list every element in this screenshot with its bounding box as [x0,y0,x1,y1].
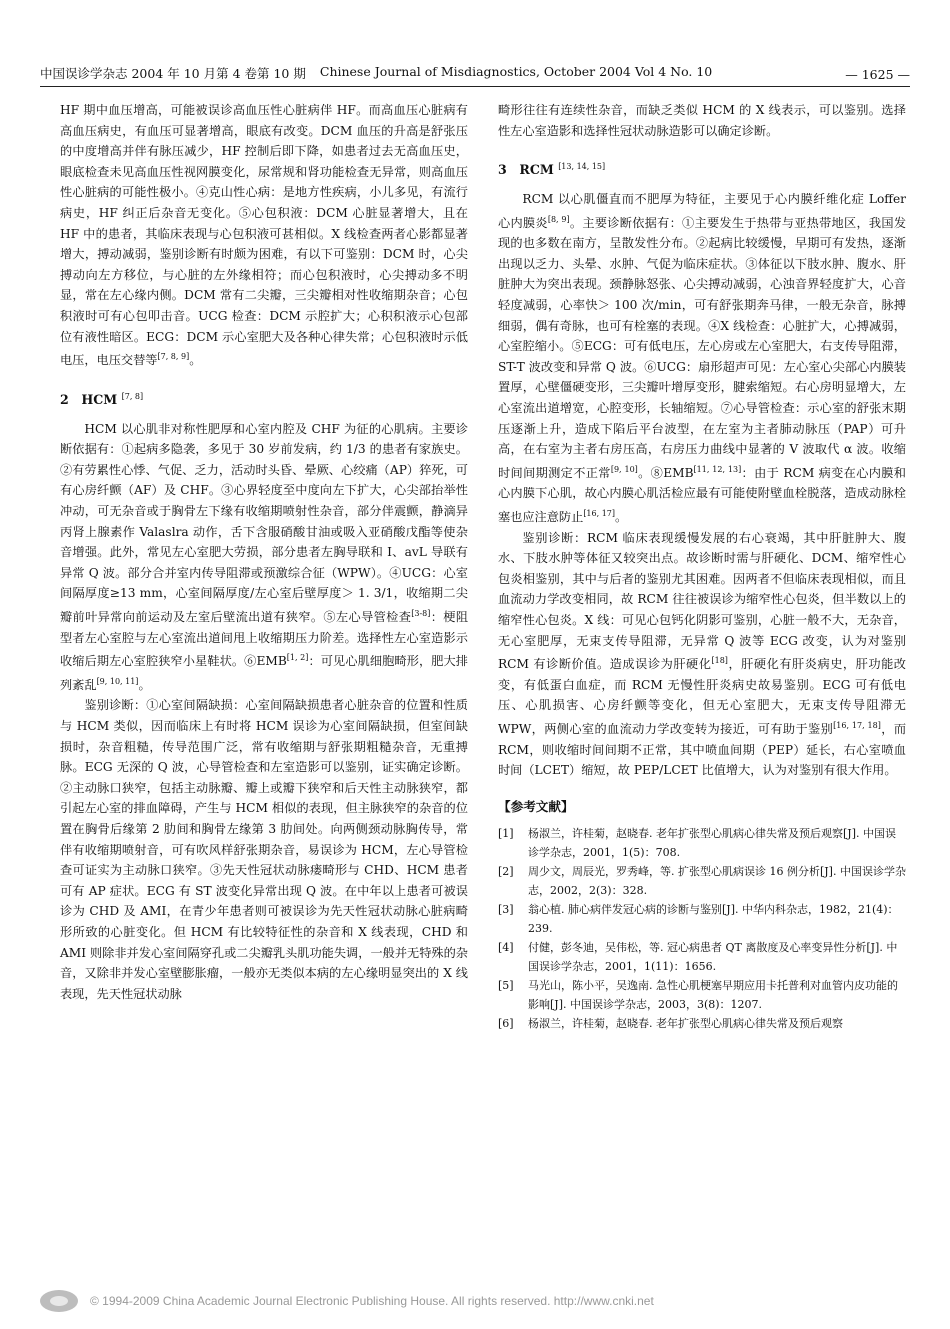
publisher-logo-icon [40,1290,78,1312]
right-column [498,100,906,1033]
citation: [9, 10, 11] [96,676,139,686]
citation: [16, 17] [583,509,615,518]
paragraph: RCM 以心肌僵直而不肥厚为特征，主要见于心内膜纤维化症 Loffer 心内膜炎[8, 9]。主要诊断依据有：①主要发生于热带与亚热带地区，我国发现的也多数在南方，呈散发性分布。②起病比较缓慢，早期可有发热，逐渐出现以乏力、头晕、水肿、气促为临床症状。③体征以下肢水肿、腹水、肝脏肿大为突出表现。颈静脉怒张、心尖搏动减弱，心浊音界轻度扩大，心音轻度减弱，心率快＞ 100 次/min，可有舒张期奔马律，一般无杂音，脉搏细弱，偶有奇脉，也可有栓塞的表现。④X 线检查：心脏扩大，心搏减弱，心室腔缩小。⑤ECG：可有低电压，左心房或左心室肥大，右支传导阻滞，ST-T 波改变和异常 Q 波。⑥UCG：扇形超声可见：左心室心尖部心内膜装置厚，心壁僵硬变形，三尖瓣叶增厚变形，腱索缩短。右心房明显增大，左心室流出道增宽，心腔变形，长轴缩短。⑦心导管检查：示心室的舒张末期压逐渐上升，造成下陷后平台波型，在左室为主者肺动脉压（PAP）可升高，在右室为主者右房压高，右房压力曲线中显著的 V 波取代 α 波。收缩时间间期测定不正常[9, 10]。⑧EMB[11, 12, 13]：由于 RCM 病变在心内膜和心内膜下心肌，故心内膜心肌活检应最有可能使附壁血栓脱落，造成动脉栓塞也应注意防止[16, 17]。 [498,191,907,525]
citation: [7, 8, 9] [157,352,190,362]
references-heading: 【参考文献】 [498,798,574,814]
citation: [3-8] [411,608,431,618]
paragraph: 鉴别诊断：RCM 临床表现缓慢发展的右心衰竭，其中肝脏肿大、腹水、下肢水肿等体征又较突出点。故诊断时需与肝硬化、DCM、缩窄性心包炎相鉴别，其中与后者的鉴别尤其困难。因两者不但临床表现相似，而且血流动力学改变相同，故 RCM 往往被误诊为缩窄性心包炎，但半数以上的缩窄性心包炎。X 线：可见心包钙化阴影可鉴别，心脏一般不大，无杂音，无心室肥厚，无束支传导阻滞，无异常 Q 波等 ECG 改变，认为对鉴别 RCM 有诊断价值。造成误诊为肝硬化[18]，肝硬化有肝炎病史，肝功能改变，有低蛋白血症，而 RCM 无慢性肝炎病史故易鉴别。ECG 可有低电压、心肌损害、心房纤颤等变化，但无心室肥大，无束支传导阻滞无 WPW，两侧心室的血流动力学改变转为接近，可有助于鉴别[16, 17, 18]，而 RCM，则收缩时间间期不正常，其中喷血间期（PEP）延长，右心室喷血时间（LCET）缩短，故 PEP/LCET 比值增大，认为对鉴别有很大作用。 [498,530,907,778]
citation: [8, 9] [547,214,570,224]
section-heading-hcm: 2 HCM [7, 8] [60,391,144,407]
section-heading-rcm: 3 RCM [13, 14, 15] [498,162,606,178]
citation: [9, 10] [610,464,638,474]
paragraph: 鉴别诊断：①心室间隔缺损：心室间隔缺损患者心脏杂音的位置和性质与 HCM 类似，因而临床上有时将 HCM 误诊为心室间隔缺损，但室间缺损时，杂音粗糙，传导范围广泛，常有收缩期与舒张期粗糙杂音，无重搏脉。ECG 无深的 Q 波，心导管检查和左室造影可以鉴别，证实确定诊断。②主动脉口狭窄，包括主动脉瓣、瓣上或瓣下狭窄和后天性主动脉狭窄，都引起左心室的排血障碍，产生与 HCM 相似的表现，但主脉狭窄的杂音的位置在胸骨后缘第 2 肋间和胸骨左缘第 3 肋间处。向两侧颈动脉胸传导，常伴有收缩期喷射音，可有吹风样舒张期杂音，易误诊为 HCM，左心导管检查可证实为主动脉口狭窄。③先天性冠状动脉瘘畸形与 CHD、HCM 患者可有 AP 症状。ECG 有 ST 波变化异常出现 Q 波。在中年以上患者可被误诊为 CHD 及 AMI，在青少年患者则可被误诊为先天性冠状动脉心脏病畸形所致的心脏变化。但 HCM 有比较特征性的杂音和 X 线表现，CHD 和 AMI 则除非并发心室间隔穿孔或二尖瓣乳头肌功能失调，一般并无特殊的杂音，又除非并发心室壁膨胀瘤，一般亦无类似本病的左心缘明显突出的 X 线表现，先天性冠状动脉 [60,698,468,1001]
running-header [40,60,910,87]
citation: [11, 12, 13] [693,464,742,474]
journal-title-cn: 中国误诊学杂志 2004 年 10 月第 4 卷第 10 期 [40,66,306,81]
reference-item: [5] 马光山，陈小平，吴逸南. 急性心肌梗塞早期应用卡托普利对血管内皮功能的影响[J]. 中国误诊学杂志，2003，3(8)：1207. [498,978,898,1011]
left-column [60,100,468,1004]
citation: [1, 2] [286,653,309,663]
citation: [13, 14, 15] [558,162,606,172]
paragraph: 畸形往往有连续性杂音，而缺乏类似 HCM 的 X 线表示，可以鉴别。选择性左心室造影和选择性冠状动脉造影可以确定诊断。 [498,103,906,138]
reference-item: [3] 翁心植. 肺心病伴发冠心病的诊断与鉴别[J]. 中华内科杂志，1982，21(4)：239. [498,902,899,935]
citation: [7, 8] [121,391,144,401]
page-number: — 1625 — [845,67,910,82]
reference-item: [1] 杨淑兰，许桂菊，赵晓春. 老年扩张型心肌病心律失常及预后观察[J]. 中国误诊学杂志，2001，1(5)：708. [498,826,896,859]
reference-item: [6] 杨淑兰，许桂菊，赵晓春. 老年扩张型心肌病心律失常及预后观察 [498,1016,843,1030]
reference-item: [4] 付健，彭冬迪，吴伟松，等. 冠心病患者 QT 离散度及心率变异性分析[J]. 中国误诊学杂志，2001，1(11)：1656. [498,940,898,973]
citation: [18] [711,656,728,666]
copyright-footer [40,1288,910,1314]
citation: [16, 17, 18] [833,721,881,731]
paragraph: HCM 以心肌非对称性肥厚和心室内腔及 CHF 为征的心肌病。主要诊断依据有：①起病多隐袭，多见于 30 岁前发病，约 1/3 的患者有家族史。②有劳累性心悸、气促、乏力，活动时头昏、晕厥、心绞痛（AP）猝死，可有心房纤颤（AF）及 CHF。③心界轻度至中度向左下扩大，心尖部抬举性冲动，可无杂音或于胸骨左下缘有收缩期喷射性杂音，部分伴震颤，静滴异丙肾上腺素作 Valaslra 动作，舌下含服硝酸甘油或吸入亚硝酸戊酯等使杂音增强。此外，常见左心室肥大劳损，部分患者左胸导联和 Ⅰ、avL 导联有异常 Q 波。部分合并室内传导阻滞或预激综合征（WPW）。④UCG：心室间隔厚度≥13 mm，心室间隔厚度/左心室后壁厚度＞ 1. 3/1，收缩期二尖瓣前叶异常向前运动及左室后壁流出道有狭窄。⑤左心导管检查[3-8]：梗阻型者左心室腔与左心室流出道间甩上收缩期压力阶差。选择性左心室造影示收缩后期左心室腔狭窄小星鞋状。⑥EMB[1, 2]：可见心肌细胞畸形，肥大排列紊乱[9, 10, 11]。 [60,421,469,692]
copyright-text: © 1994-2009 China Academic Journal Electronic Publishing House. All rights reserved. http://www.cnki.net [90,1294,654,1308]
reference-item: [2] 周少文，周辰光，罗秀峰，等. 扩张型心肌病误诊 16 例分析[J]. 中国误诊学杂志，2002，2(3)：328. [498,864,906,897]
journal-title-en: Chinese Journal of Misdiagnostics, October 2004 Vol 4 No. 10 [319,64,713,79]
paragraph: HF 期中血压增高，可能被误诊高血压性心脏病伴 HF。而高血压心脏病有高血压病史，有血压可显著增高，眼底有改变。DCM 血压的升高是舒张压的中度增高并伴有脉压减少，HF 控制后即下降，如患者过去无高血压史，眼底检查未见高血压性视网膜变化，尿常规和肾功能检查无异常，则高血压性心脏病的可能性极小。④克山性心病：是地方性疾病，小儿多见，有流行病史，HF 纠正后杂音无变化。⑤心包积液：DCM 心脏显著增大，且在 HF 中的患者，其临床表现与心包积液可甚相似。X 线检查两者心影都显著增大，搏动减弱，鉴别诊断有时颇为困难，有以下可鉴别：DCM 时，心尖搏动向左方移位，与心脏的左外缘相符；而心包积液时，心尖搏动多不明显，常在左心缘内侧。DCM 常有二尖瓣，三尖瓣相对性收缩期杂音；心包积液时可有心包叩击音。UCG 检查：DCM 示腔扩大；心积积液示心包部位有液性暗区。ECG：DCM 示心室肥大及各种心律失常；心包积液时示低电压，电压交替等[7, 8, 9]。 [60,103,468,368]
